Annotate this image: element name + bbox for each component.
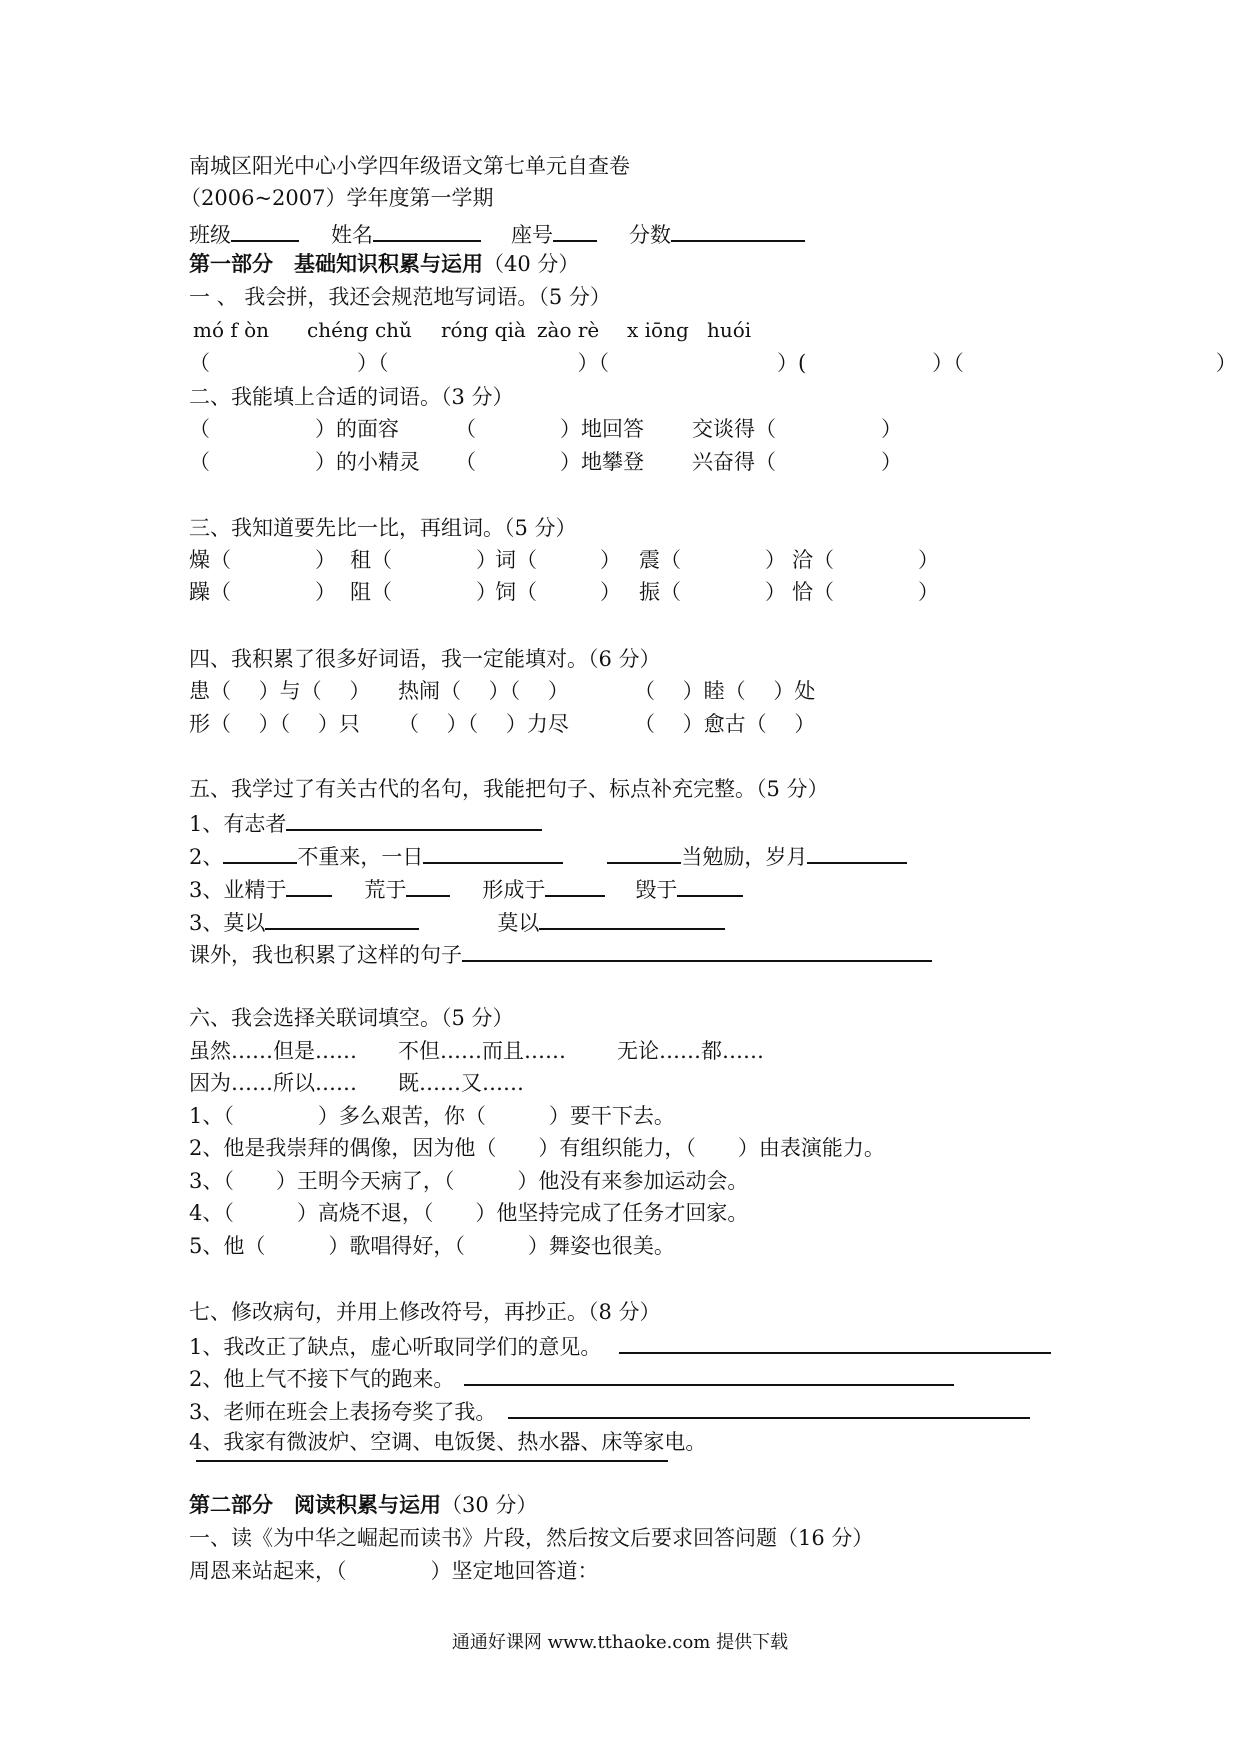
q6-option-3: 无论……都…… — [617, 1039, 764, 1063]
q3-r1-5[interactable]: 洽（ ） — [792, 548, 939, 572]
q7-item-2-text: 2、他上气不接下气的跑来。 — [189, 1367, 455, 1391]
part2-q1-line[interactable]: 周恩来站起来，（ ）坚定地回答道： — [189, 1559, 599, 1583]
part2-points: （30 分） — [441, 1493, 538, 1517]
exam-term: （2006~2007）学年度第一学期 — [180, 186, 494, 210]
q7-item-4: 4、我家有微波炉、空调、电饭煲、热水器、床等家电。 — [189, 1430, 707, 1454]
q5-l4-b: 莫以 — [497, 911, 540, 935]
q2-r1-1[interactable]: （ ）的面容 — [189, 417, 399, 441]
q1-title: 一 、 我会拼，我还会规范地写词语。（5 分） — [189, 285, 611, 309]
q3-r2-5[interactable]: 恰（ ） — [792, 580, 939, 604]
q1-pinyin-6: huói — [707, 318, 752, 342]
q2-r2-2[interactable]: （ ）地攀登 — [455, 450, 644, 474]
name-blank[interactable] — [373, 218, 481, 242]
part1-heading — [189, 250, 579, 278]
q5-l5-text: 课外，我也积累了这样的句子 — [189, 943, 462, 967]
q1-pinyin-1: mó f òn — [193, 318, 270, 342]
q5-l2-blank-4[interactable] — [807, 840, 907, 864]
q5-l2-blank-1[interactable] — [223, 840, 297, 864]
q4-r2-2[interactable]: （ ）（ ）力尽 — [398, 712, 569, 736]
q5-l2-blank-2[interactable] — [423, 840, 563, 864]
q6-option-4: 因为……所以…… — [189, 1071, 357, 1095]
q7-item-4-blank[interactable] — [196, 1460, 668, 1462]
q7-title: 七、修改病句，并用上修改符号，再抄正。（8 分） — [189, 1300, 661, 1324]
q7-item-1-blank[interactable] — [619, 1330, 1051, 1354]
q5-l3-blank-4[interactable] — [677, 873, 743, 897]
q3-r1-4[interactable]: 震（ ） — [639, 548, 786, 572]
q1-pinyin-2: chéng chǔ — [307, 318, 412, 342]
q2-r2-1[interactable]: （ ）的小精灵 — [189, 450, 420, 474]
q5-line-4 — [189, 906, 725, 934]
class-label: 班级 — [189, 223, 231, 247]
q5-l2-b: 不重来，一日 — [297, 845, 424, 869]
q7-item-2-blank[interactable] — [464, 1362, 954, 1386]
q5-l5-blank[interactable] — [462, 938, 932, 962]
q5-l4-a: 3、莫以 — [189, 911, 266, 935]
q5-l4-blank-2[interactable] — [539, 906, 725, 930]
q4-r1-2[interactable]: 热闹（ ）（ ） — [398, 679, 569, 703]
q1-pinyin-5: x iōng — [627, 318, 689, 342]
q5-title: 五、我学过了有关古代的名句，我能把句子、标点补充完整。（5 分） — [189, 777, 829, 801]
q7-item-1 — [189, 1330, 1051, 1358]
footer-download-note: 通通好课网 www.tthaoke.com 提供下载 — [451, 1632, 789, 1653]
q5-l4-blank-1[interactable] — [265, 906, 419, 930]
part1-points: （40 分） — [483, 252, 580, 276]
q5-l3-b: 荒于 — [364, 878, 407, 902]
q7-item-3-text: 3、老师在班会上表扬夸奖了我。 — [189, 1400, 497, 1424]
q1-pinyin-3: róng qià — [441, 318, 526, 342]
q5-l2-c: 当勉励，岁月 — [681, 845, 808, 869]
part2-title: 第二部分 阅读积累与运用 — [189, 1492, 441, 1517]
q5-l1-text: 1、有志者 — [189, 812, 287, 836]
score-blank[interactable] — [671, 218, 805, 242]
seat-label: 座号 — [511, 223, 553, 247]
q5-line-1 — [189, 807, 542, 835]
q5-line-5 — [189, 938, 932, 966]
q3-r2-2[interactable]: 阻（ ） — [350, 580, 497, 604]
q4-r2-3[interactable]: （ ）愈古（ ） — [634, 712, 816, 736]
q5-l3-c: 形成于 — [482, 878, 546, 902]
q4-r1-3[interactable]: （ ）睦（ ）处 — [634, 679, 816, 703]
part2-heading — [189, 1491, 537, 1519]
q7-item-2 — [189, 1362, 954, 1390]
q5-l3-blank-3[interactable] — [545, 873, 605, 897]
q6-title: 六、我会选择关联词填空。（5 分） — [189, 1006, 514, 1030]
part1-title: 第一部分 基础知识积累与运用 — [189, 251, 483, 276]
q5-line-2 — [189, 840, 907, 868]
q5-l1-blank[interactable] — [286, 807, 542, 831]
q2-r1-3[interactable]: 交谈得（ ） — [692, 417, 902, 441]
q5-l3-a: 3、业精于 — [189, 878, 287, 902]
q3-r2-3[interactable]: 饲（ ） — [495, 580, 621, 604]
q6-item-4[interactable]: 4、（ ）高烧不退，（ ）他坚持完成了任务才回家。 — [189, 1201, 749, 1225]
student-info-row — [189, 218, 805, 246]
q2-r1-2[interactable]: （ ）地回答 — [455, 417, 644, 441]
q3-r1-1[interactable]: 燥（ ） — [189, 548, 336, 572]
q7-item-3 — [189, 1395, 1030, 1423]
q3-r2-1[interactable]: 躁（ ） — [189, 580, 336, 604]
q6-option-5: 既……又…… — [398, 1071, 524, 1095]
q3-r1-2[interactable]: 租（ ） — [350, 548, 497, 572]
q5-l3-blank-1[interactable] — [286, 873, 332, 897]
q5-line-3 — [189, 873, 743, 901]
q5-l2-a: 2、 — [189, 845, 224, 869]
q4-title: 四、我积累了很多好词语，我一定能填对。（6 分） — [189, 647, 661, 671]
q1-pinyin-4: zào rè — [537, 318, 600, 342]
class-blank[interactable] — [231, 218, 299, 242]
q6-item-1[interactable]: 1、（ ）多么艰苦，你（ ）要干下去。 — [189, 1104, 675, 1128]
q5-l2-blank-3[interactable] — [607, 840, 681, 864]
q2-r2-3[interactable]: 兴奋得（ ） — [692, 450, 902, 474]
q2-title: 二、我能填上合适的词语。（3 分） — [189, 385, 514, 409]
q1-answer-brackets[interactable]: （ ）（ ）（ ）( ）（ ） — [189, 351, 1237, 375]
part2-q1-title: 一、读《为中华之崛起而读书》片段，然后按文后要求回答问题（16 分） — [189, 1526, 874, 1550]
score-label: 分数 — [629, 223, 671, 247]
q7-item-1-text: 1、我改正了缺点，虚心听取同学们的意见。 — [189, 1335, 602, 1359]
q7-item-3-blank[interactable] — [508, 1395, 1030, 1419]
seat-blank[interactable] — [553, 218, 597, 242]
name-label: 姓名 — [331, 223, 373, 247]
q3-r1-3[interactable]: 词（ ） — [495, 548, 621, 572]
q3-r2-4[interactable]: 振（ ） — [639, 580, 786, 604]
q5-l3-blank-2[interactable] — [406, 873, 450, 897]
q5-l3-d: 毁于 — [635, 878, 678, 902]
q3-title: 三、我知道要先比一比，再组词。（5 分） — [189, 516, 577, 540]
q6-item-5[interactable]: 5、他（ ）歌唱得好，（ ）舞姿也很美。 — [189, 1234, 675, 1258]
q6-option-2: 不但……而且…… — [398, 1039, 566, 1063]
q4-r1-1[interactable]: 患（ ）与（ ） — [189, 679, 371, 703]
q6-item-2[interactable]: 2、他是我崇拜的偶像，因为他（ ）有组织能力，（ ）由表演能力。 — [189, 1136, 885, 1160]
exam-title: 南城区阳光中心小学四年级语文第七单元自查卷 — [189, 154, 630, 178]
q4-r2-1[interactable]: 形（ ）（ ）只 — [189, 712, 360, 736]
q6-item-3[interactable]: 3、（ ）王明今天病了，（ ）他没有来参加运动会。 — [189, 1169, 749, 1193]
q6-option-1: 虽然……但是…… — [189, 1039, 357, 1063]
